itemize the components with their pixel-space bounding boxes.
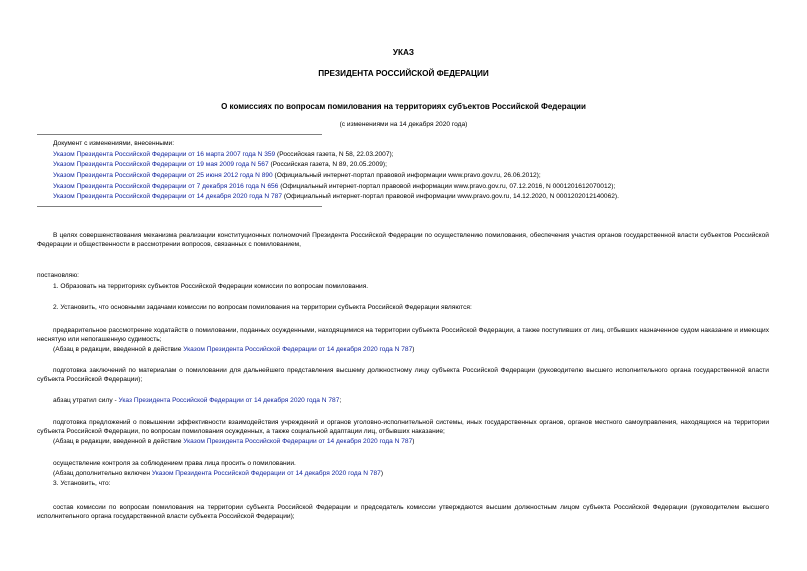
task-paragraph-2: подготовка заключений по материалам о помиловании для дальнейшего представления высшему должностному лицу субъекта Российской Федерации (руководителю высшего исполнительного органа государственной власти субъекта Российской Федерации);: [37, 367, 769, 383]
amendment-note: (Абзац дополнительно включен Указом Президента Российской Федерации от 14 декабря 2020 года N 787): [53, 470, 384, 477]
task-paragraph-4: подготовка предложений о повышении эффективности взаимодействия учреждений и органов уголовно-исполнительной системы, иных государственных органов, органов местного самоуправления, находящихся на территории субъекта Российской Федерации, по вопросам помилования осужденных, а также социальной адаптации лиц, отбывших наказание;: [37, 419, 769, 435]
task-paragraph-5: осуществление контроля за соблюдением права лица просить о помиловании.: [53, 460, 296, 467]
amendment-link[interactable]: Указ Президента Российской Федерации от 14 декабря 2020 года N 787: [118, 397, 340, 404]
preamble-paragraph: В целях совершенствования механизма реализации конституционных полномочий Президента Российской Федерации по осуществлению помилования, обеспечения участия органов государственной власти субъектов Российской Федерации и общественности в рассмотрении вопросов, связанных с помилованием,: [37, 232, 769, 248]
resolve-line: постановляю:: [37, 272, 80, 279]
amendment-link[interactable]: Указом Президента Российской Федерации от 19 мая 2009 года N 567: [53, 161, 269, 168]
decree-heading: УКАЗ: [392, 48, 415, 57]
change-item: [53, 150, 394, 159]
amendment-link[interactable]: Указом Президента Российской Федерации от 14 декабря 2020 года N 787: [151, 470, 381, 477]
task-paragraph-1: предварительное рассмотрение ходатайств о помиловании, поданных осужденными, находящимися на территории субъекта Российской Федерации, а также поступивших от лиц, отбывших назначенное судом наказание и имеющих неснятую или непогашенную судимость;: [37, 327, 769, 343]
amendment-source: (Российская газета, N 58, 22.03.2007);: [275, 151, 394, 158]
repealed-note: абзац утратил силу - Указ Президента Российской Федерации от 14 декабря 2020 года N 787;: [53, 397, 342, 404]
amendment-link[interactable]: Указом Президента Российской Федерации от 14 декабря 2020 года N 787: [53, 193, 283, 200]
amendment-link[interactable]: Указом Президента Российской Федерации от 14 декабря 2020 года N 787: [183, 438, 413, 445]
change-item: [53, 182, 615, 191]
amendment-source: (Официальный интернет-портал правовой информации www.pravo.gov.ru, 07.12.2016, N 0001201612070012);: [278, 183, 616, 190]
change-item: [53, 192, 619, 201]
composition-paragraph: состав комиссии по вопросам помилования на территории субъекта Российской Федерации и председатель комиссии утверждаются высшим должностным лицом субъекта Российской Федерации (руководителем высшего исполнительного органа государственной власти субъекта Российской Федерации);: [37, 504, 769, 520]
paragraph-2: 2. Установить, что основными задачами комиссии по вопросам помилования на территории субъекта Российской Федерации являются:: [53, 304, 472, 311]
amendment-link[interactable]: Указом Президента Российской Федерации от 25 июня 2012 года N 890: [53, 172, 273, 179]
changes-intro: Документ с изменениями, внесенными:: [53, 140, 175, 147]
paragraph-1: 1. Образовать на территориях субъектов Российской Федерации комиссии по вопросам помилования.: [53, 283, 369, 290]
president-heading: ПРЕЗИДЕНТА РОССИЙСКОЙ ФЕДЕРАЦИИ: [318, 69, 489, 78]
amendment-source: (Официальный интернет-портал правовой информации www.pravo.gov.ru, 26.06.2012);: [272, 172, 541, 179]
amendment-note: (Абзац в редакции, введенной в действие Указом Президента Российской Федерации от 14 декабря 2020 года N 787): [53, 438, 415, 445]
revision-note: (с изменениями на 14 декабря 2020 года): [339, 121, 468, 128]
bottom-divider: [37, 206, 322, 207]
change-item: [53, 160, 387, 169]
amendment-source: (Официальный интернет-портал правовой информации www.pravo.gov.ru, 14.12.2020, N 0001202012140062).: [282, 193, 619, 200]
amendment-link[interactable]: Указом Президента Российской Федерации от 16 марта 2007 года N 359: [53, 151, 276, 158]
document-title: О комиссиях по вопросам помилования на территориях субъектов Российской Федерации: [221, 102, 586, 111]
amendment-link[interactable]: Указом Президента Российской Федерации от 7 декабря 2016 года N 656: [53, 183, 279, 190]
amendment-source: (Российская газета, N 89, 20.05.2009);: [268, 161, 387, 168]
paragraph-3: 3. Установить, что:: [53, 480, 111, 487]
amendment-link[interactable]: Указом Президента Российской Федерации от 14 декабря 2020 года N 787: [183, 346, 413, 353]
amendment-note: (Абзац в редакции, введенной в действие Указом Президента Российской Федерации от 14 декабря 2020 года N 787): [53, 346, 415, 353]
top-divider: [37, 134, 322, 135]
change-item: [53, 171, 541, 180]
